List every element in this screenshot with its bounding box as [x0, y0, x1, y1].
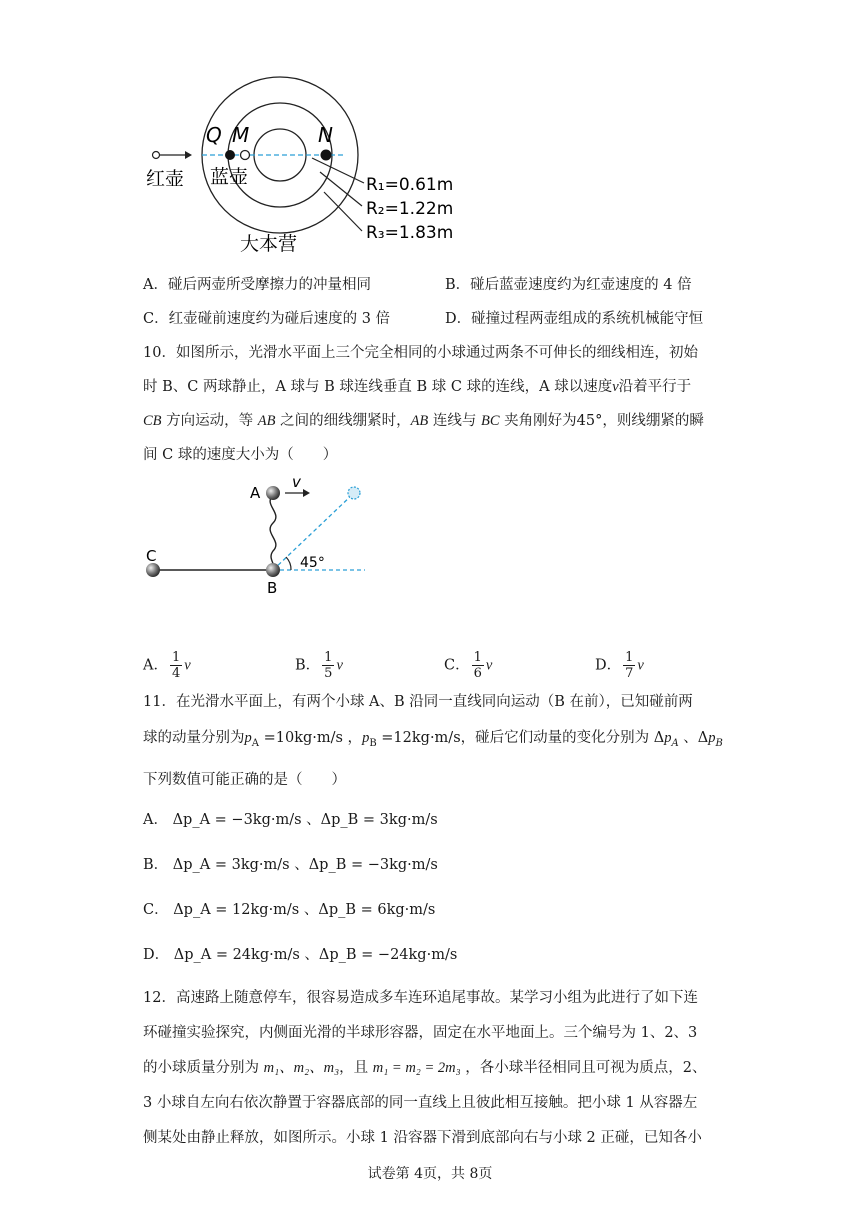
- stone-Q: [225, 150, 235, 160]
- q12-line2: 环碰撞实验探究，内侧面光滑的半球形容器，固定在水平地面上。三个编号为 1、2、3: [143, 1025, 698, 1041]
- ball-A: [266, 486, 280, 500]
- string-AB: [270, 495, 276, 570]
- label-v: v: [292, 475, 301, 491]
- q9-option-c: C．红壶碰前速度约为碰后速度的 3 倍: [143, 311, 391, 327]
- label-C: C: [146, 547, 157, 565]
- q11-option-b: B． Δp_A = 3kg·m/s 、Δp_B = −3kg·m/s: [143, 857, 438, 873]
- q10-option-b: B． $\frac{1}{5}$ v: [295, 650, 343, 681]
- q12-line5: 侧某处由静止释放，如图所示。小球 1 沿容器下滑到底部向右与小球 2 正碰，已知各小: [143, 1130, 702, 1146]
- q11-line1: 11．在光滑水平面上，有两个小球 A、B 沿同一直线同向运动（B 在前），已知碰前两: [143, 694, 693, 710]
- label-r3: R₃=1.83m: [366, 223, 454, 243]
- velocity-arrow-head: [303, 489, 310, 497]
- label-A: A: [250, 484, 261, 502]
- label-N: N: [318, 123, 333, 147]
- q10-option-c: C． $\frac{1}{6}$ v: [444, 650, 493, 681]
- label-B: B: [267, 579, 278, 595]
- q11-option-c: C． Δp_A = 12kg·m/s 、Δp_B = 6kg·m/s: [143, 902, 436, 918]
- label-Q: Q: [206, 123, 222, 147]
- q10-line2: 时 B、C 两球静止，A 球与 B 球连线垂直 B 球 C 球的连线，A 球以速度v沿着平行于: [143, 379, 692, 395]
- q11-option-d: D． Δp_A = 24kg·m/s 、Δp_B = −24kg·m/s: [143, 947, 458, 963]
- label-red-stone: 红壶: [146, 168, 185, 190]
- q10-option-d: D． $\frac{1}{7}$ v: [595, 650, 644, 681]
- label-r1: R₁=0.61m: [366, 175, 454, 195]
- red-arrow-head: [185, 151, 192, 159]
- ball-C: [146, 563, 160, 577]
- q10-figure: [140, 475, 380, 595]
- q11-line3: 下列数值可能正确的是（ ）: [143, 772, 346, 788]
- q9-option-b: B．碰后蓝壶速度约为红壶速度的 4 倍: [445, 277, 692, 293]
- q9-option-a: A．碰后两壶所受摩擦力的冲量相同: [143, 277, 371, 293]
- q9-option-d: D．碰撞过程两壶组成的系统机械能守恒: [445, 311, 704, 327]
- red-stone-start: [153, 152, 160, 159]
- q11-option-a: A． Δp_A = −3kg·m/s 、Δp_B = 3kg·m/s: [143, 812, 438, 828]
- label-angle: 45°: [300, 555, 325, 571]
- q10-line4: 间 C 球的速度大小为（ ）: [143, 447, 338, 463]
- q11-line2: 球的动量分别为$p_A =10kg\cdot m/s$ ，$p_B =12kg\cdot m/s$，碰后它们动量的变化分别为 $\Delta p_A$ 、$\Delta p_B$: [143, 730, 723, 749]
- q10-option-a: A． $\frac{1}{4}$ v: [143, 650, 191, 681]
- stone-M: [241, 151, 250, 160]
- r3-leader: [324, 192, 362, 231]
- label-r2: R₂=1.22m: [366, 199, 454, 219]
- label-M: M: [232, 123, 250, 147]
- q10-line1: 10．如图所示，光滑水平面上三个完全相同的小球通过两条不可伸长的细线相连，初始: [143, 345, 698, 361]
- ball-A-final: [348, 487, 360, 499]
- q10-line3: CB 方向运动，等 AB 之间的细线绷紧时，AB 连线与 BC 夹角刚好为45°，则线绷紧的瞬: [143, 413, 704, 429]
- q12-line4: 3 小球自左向右依次静置于容器底部的同一直线上且彼此相互接触。把小球 1 从容器左: [143, 1095, 698, 1111]
- curling-house-figure: [140, 70, 470, 270]
- label-blue-stone: 蓝壶: [210, 166, 249, 188]
- page-footer: 试卷第 4页，共 8页: [367, 1166, 493, 1182]
- q12-line3: 的小球质量分别为 m₁、m₂、m₃，且 m₁ = m₂ = 2m₃ ，各小球半径相同且可视为质点，2、: [143, 1060, 707, 1076]
- label-house: 大本营: [240, 233, 298, 255]
- ball-B: [266, 563, 280, 577]
- r2-leader: [320, 172, 362, 206]
- q12-line1: 12．高速路上随意停车，很容易造成多车连环追尾事故。某学习小组为此进行了如下连: [143, 990, 698, 1006]
- stone-N: [321, 150, 332, 161]
- angle-arc: [286, 557, 291, 570]
